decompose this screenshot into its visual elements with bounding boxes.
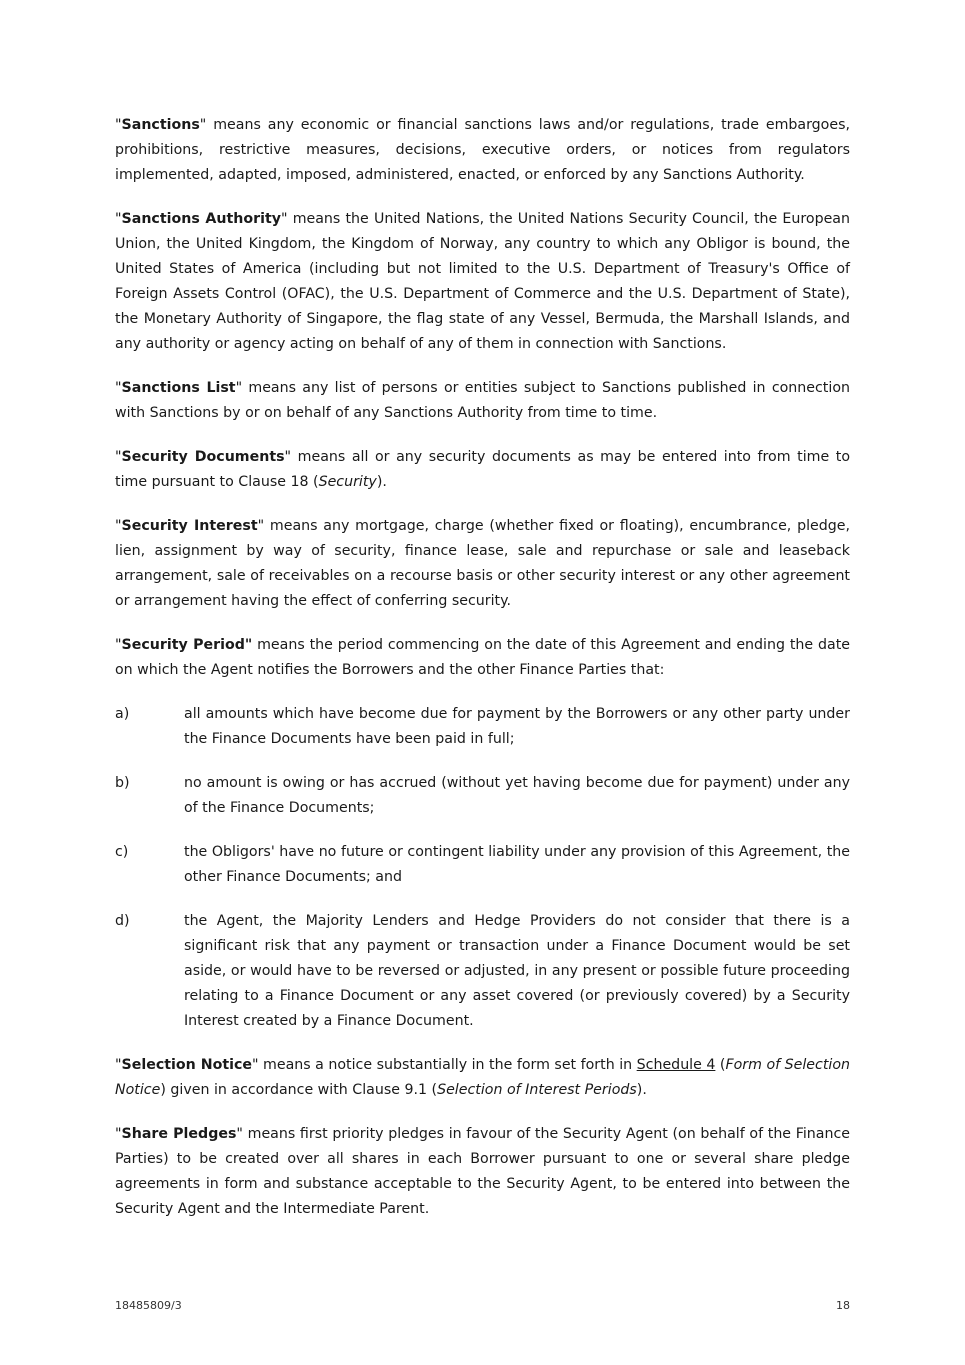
schedule-reference: Form of Selection Notice [115, 1057, 851, 1098]
definition-term: Security Period" [121, 637, 253, 653]
document-page [115, 113, 850, 1241]
definition-term: Sanctions List [121, 380, 236, 396]
definition-sanctions-list: "Sanctions List" means any list of persons or entities subject to Sanctions published in connection with Sanctions by or on behalf of any Sanctions Authority from time to time. [115, 380, 850, 421]
list-item-text: the Obligors' have no future or contingent liability under any provision of this Agreement, the other Finance Documents; and [184, 844, 850, 885]
list-item-label: a) [115, 706, 130, 722]
list-item [115, 840, 850, 890]
definition-text: means any mortgage, charge (whether fixed or floating), encumbrance, pledge, lien, assignment by way of security, finance lease, sale and repurchase or sale and leaseback arrangement, sale of receivables on a recourse basis or other security interest or any other agreement or arrangement having the effect of conferring security. [115, 518, 851, 609]
definition-term: Sanctions [121, 117, 200, 133]
definition-text: ) given in accordance with Clause 9.1 ( [160, 1082, 438, 1098]
definition-text: means all or any security documents as may be entered into from time to time pursuant to Clause 18 ( [115, 449, 850, 490]
definition-text: " means a notice substantially in the form set forth in [252, 1057, 637, 1073]
list-item-label: b) [115, 775, 130, 791]
definition-security-documents: "Security Documents" means all or any security documents as may be entered into from time to time pursuant to Clause 18 (Security). [115, 449, 850, 490]
definition-term: Sanctions Authority [121, 211, 281, 227]
definition-text: means the period commencing on the date of this Agreement and ending the date on which the Agent notifies the Borrowers and the other Finance Parties that: [115, 637, 850, 678]
document-reference: 18485809/3 [115, 1299, 182, 1312]
page-footer [115, 1299, 850, 1312]
page-number: 18 [836, 1299, 850, 1312]
list-item-text: all amounts which have become due for payment by the Borrowers or any other party under the Finance Documents have been paid in full; [184, 706, 850, 747]
list-item-label: c) [115, 844, 129, 860]
definition-term: Security Interest [121, 518, 258, 534]
list-item-label: d) [115, 913, 130, 929]
security-period-conditions [115, 702, 850, 1034]
list-item-text: no amount is owing or has accrued (without yet having become due for payment) under any of the Finance Documents; [184, 775, 850, 816]
definition-security-period: "Security Period" means the period commencing on the date of this Agreement and ending the date on which the Agent notifies the Borrowers and the other Finance Parties that: [115, 637, 850, 678]
list-item [115, 771, 850, 821]
list-item [115, 909, 850, 1034]
definition-term: Selection Notice [121, 1057, 252, 1073]
schedule-4-link[interactable]: Schedule 4 [636, 1057, 716, 1073]
definition-sanctions-authority: "Sanctions Authority" means the United Nations, the United Nations Security Council, the European Union, the United Kingdom, the Kingdom of Norway, any country to which any Obligor is bound, the United States of America (including but not limited to the U.S. Department of Treasury's Office of Foreign Assets Control (OFAC), the U.S. Department of Commerce and the U.S. Department of State), the Monetary Authority of Singapore, the flag state of any Vessel, Bermuda, the Marshall Islands, and any authority or agency acting on behalf of any of them in connection with Sanctions. [115, 211, 850, 352]
definition-security-interest: "Security Interest" means any mortgage, charge (whether fixed or floating), encumbrance, pledge, lien, assignment by way of security, finance lease, sale and repurchase or sale and leaseback arrangement, sale of receivables on a recourse basis or other security interest or any other agreement or arrangement having the effect of conferring security. [115, 518, 851, 609]
definition-text: means any list of persons or entities subject to Sanctions published in connection with Sanctions by or on behalf of any Sanctions Authority from time to time. [115, 380, 850, 421]
definition-text: ). [376, 474, 387, 490]
list-item [115, 702, 850, 752]
definition-share-pledges: "Share Pledges" means first priority pledges in favour of the Security Agent (on behalf of the Finance Parties) to be created over all shares in each Borrower pursuant to one or several share pledge agreements in form and substance acceptable to the Security Agent, to be entered into between the Security Agent and the Intermediate Parent. [115, 1126, 850, 1217]
definition-text: ). [636, 1082, 647, 1098]
clause-reference: Selection of Interest Periods [437, 1082, 637, 1098]
definition-term: Security Documents [121, 449, 285, 465]
definition-sanctions: "Sanctions" means any economic or financial sanctions laws and/or regulations, trade embargoes, prohibitions, restrictive measures, decisions, executive orders, or notices from regulators implemented, adapted, imposed, administered, enacted, or enforced by any Sanctions Authority. [115, 117, 850, 183]
definition-selection-notice: "Selection Notice" means a notice substantially in the form set forth in Schedule 4 (Form of Selection Notice) given in accordance with Clause 9.1 (Selection of Interest Periods). [115, 1057, 851, 1098]
definition-text: means first priority pledges in favour of the Security Agent (on behalf of the Finance Parties) to be created over all shares in each Borrower pursuant to one or several share pledge agreements in form and substance acceptable to the Security Agent, to be entered into between the Security Agent and the Intermediate Parent. [115, 1126, 850, 1217]
definition-term: Share Pledges [121, 1126, 237, 1142]
definition-text: ( [715, 1057, 726, 1073]
definition-text: means the United Nations, the United Nations Security Council, the European Union, the United Kingdom, the Kingdom of Norway, any country to which any Obligor is bound, the United States of America (including but not limited to the U.S. Department of Treasury's Office of Foreign Assets Control (OFAC), the U.S. Department of Commerce and the U.S. Department of State), the Monetary Authority of Singapore, the flag state of any Vessel, Bermuda, the Marshall Islands, and any authority or agency acting on behalf of any of them in connection with Sanctions. [115, 211, 850, 352]
clause-reference: Security [318, 474, 377, 490]
list-item-text: the Agent, the Majority Lenders and Hedge Providers do not consider that there is a significant risk that any payment or transaction under a Finance Document would be set aside, or would have to be reversed or adjusted, in any present or possible future proceeding relating to a Finance Document or any asset covered (or previously covered) by a Security Interest created by a Finance Document. [184, 913, 850, 1029]
definition-text: means any economic or financial sanctions laws and/or regulations, trade embargoes, prohibitions, restrictive measures, decisions, executive orders, or notices from regulators implemented, adapted, imposed, administered, enacted, or enforced by any Sanctions Authority. [115, 117, 850, 183]
